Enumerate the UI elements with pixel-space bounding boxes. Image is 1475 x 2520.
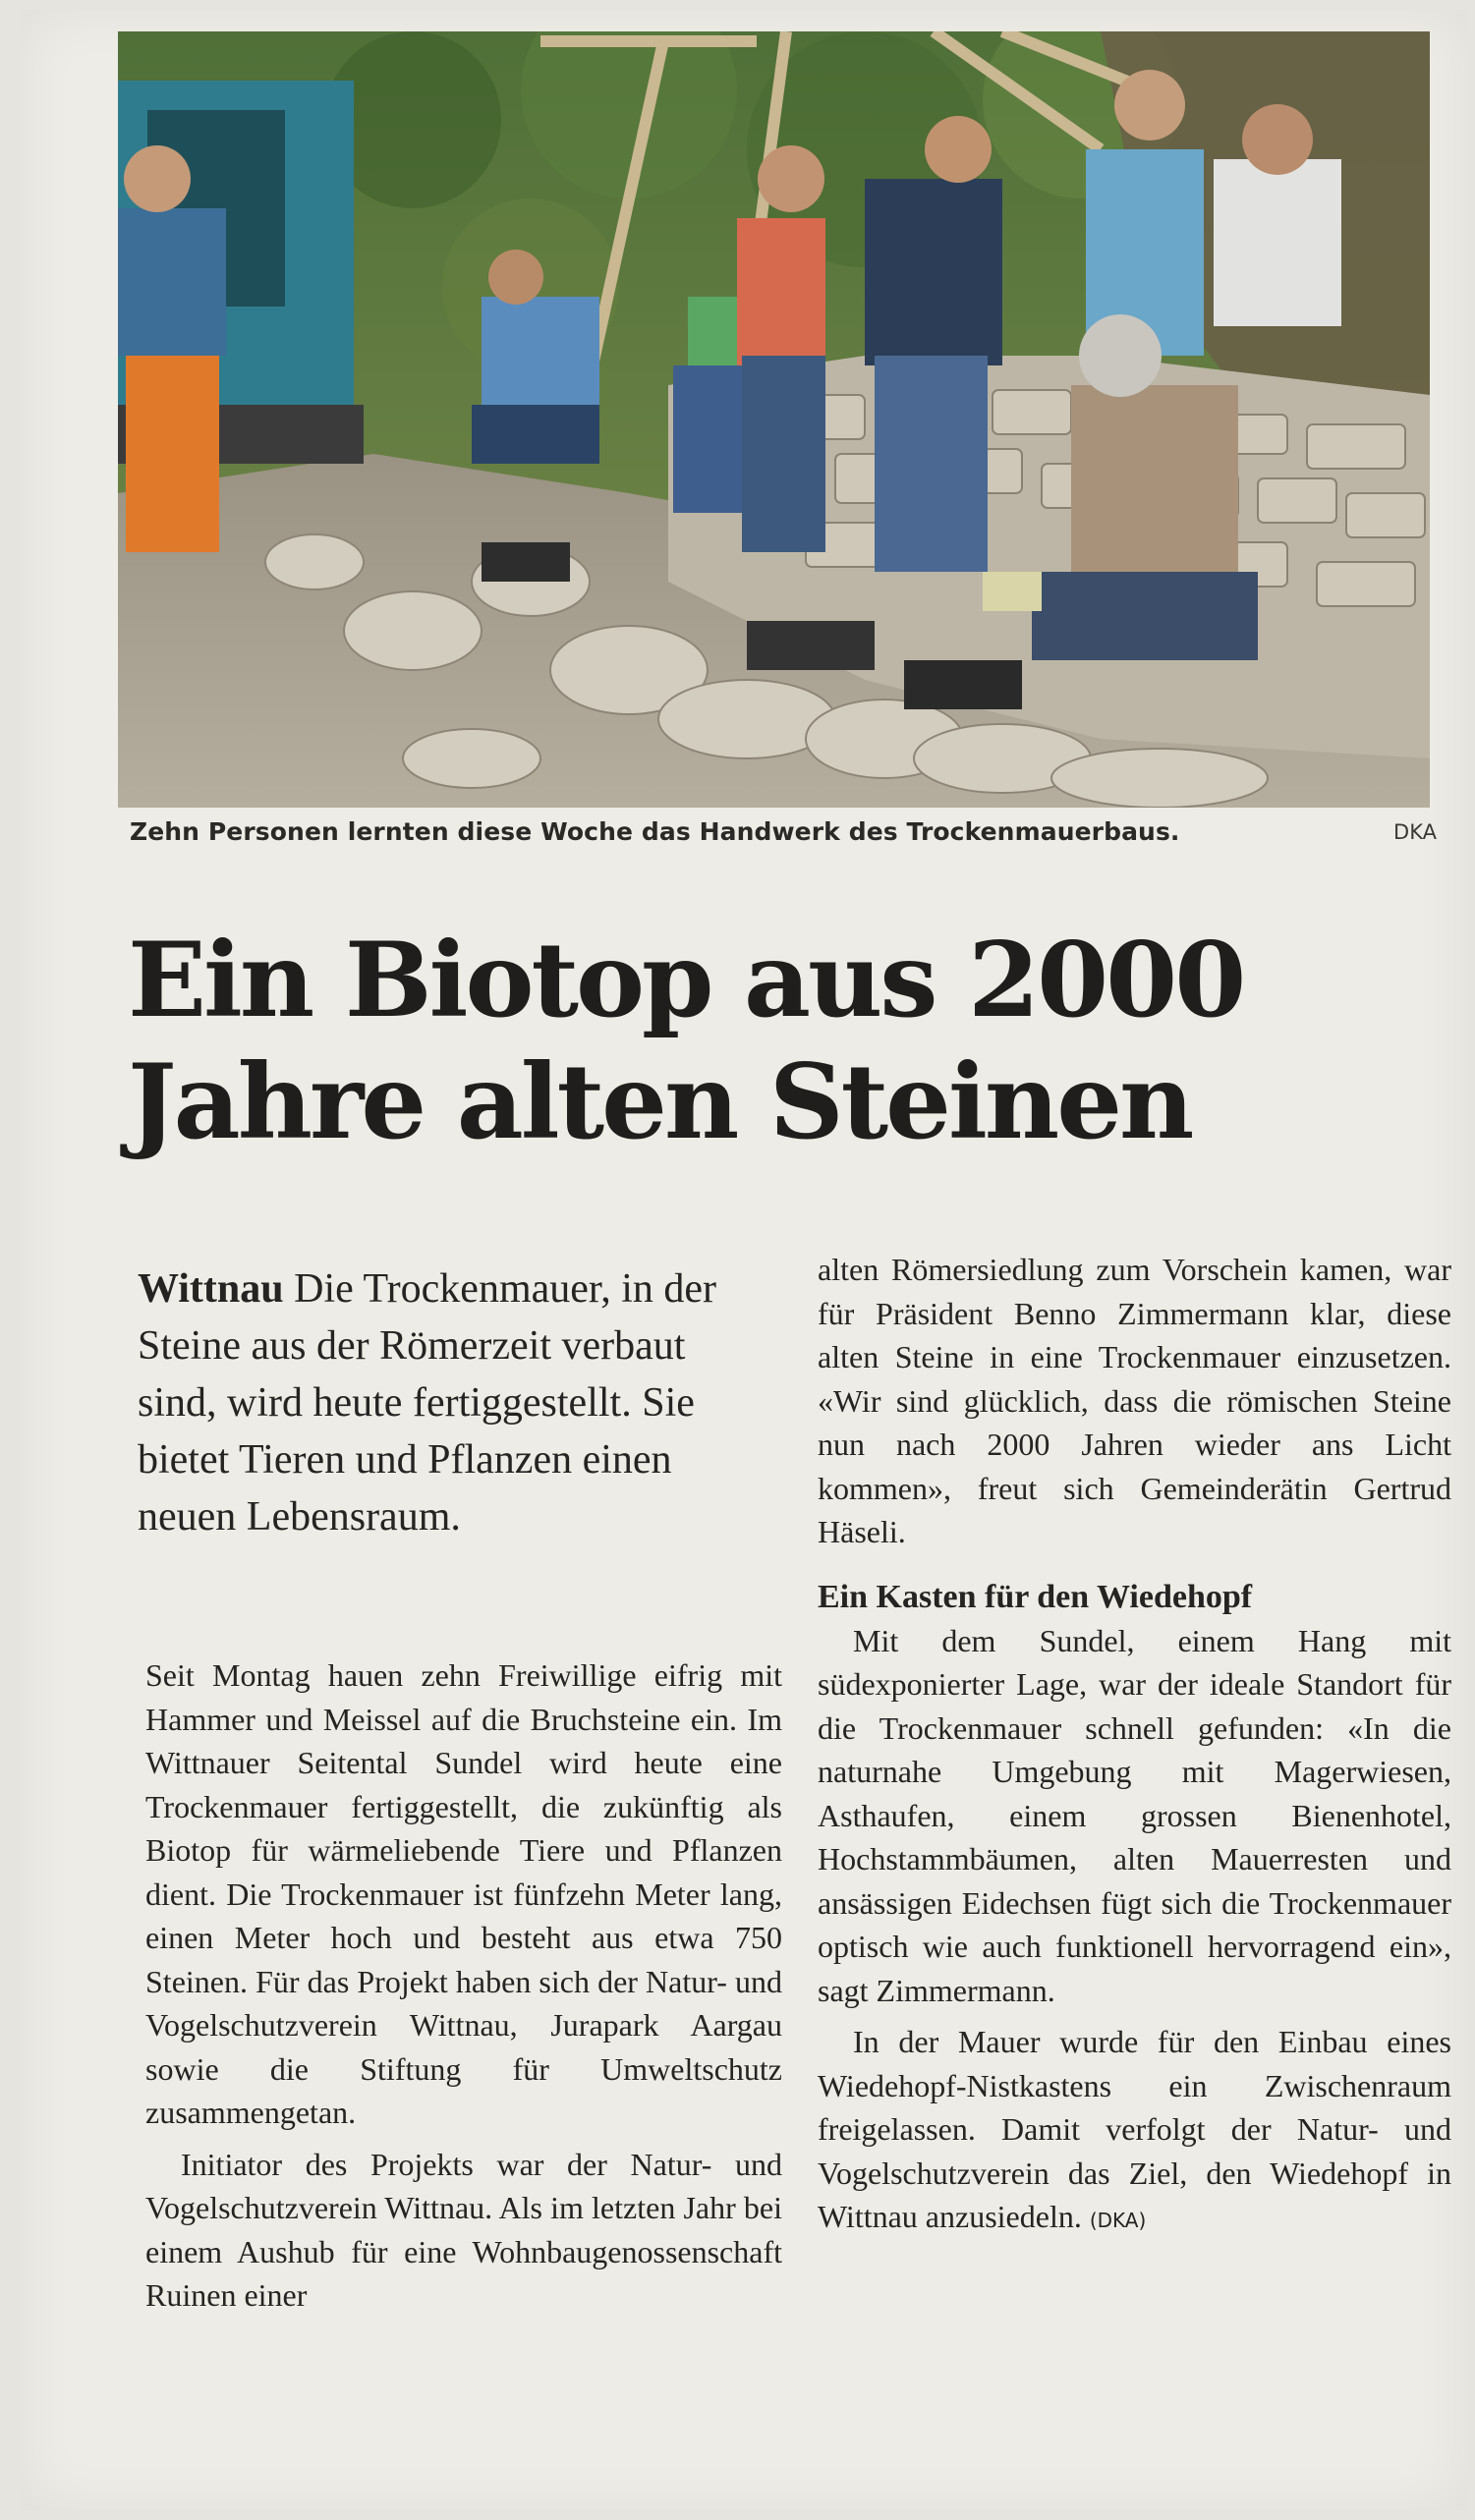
photo-credit: DKA [1393, 820, 1437, 844]
headline-line-2: Jahre alten Steinen [128, 1040, 1192, 1162]
photo-caption: Zehn Personen lernten diese Woche das Handwerk des Trockenmauerbaus. [130, 817, 1180, 846]
body-paragraph-2-end: alten Römersiedlung zum Vorschein kamen, war für Präsident Benno Zimmermann klar, diese alten Steine in eine Trockenmauer einzusetzen. «Wir sind glücklich, dass die römischen Steine nun nach 2000 Jahren wieder ans Licht kommen», freut sich Gemeinderätin Gertrud Häseli. [818, 1252, 1451, 1549]
lead-text: Die Trockenmauer, in der Steine aus der Römerzeit verbaut sind, wird heute fertiggestellt. Sie bietet Tieren und Pflanzen einen neuen Lebensraum. [138, 1266, 716, 1540]
article-headline [128, 919, 1425, 1162]
body-column-left [145, 1653, 782, 2318]
body-column-right [818, 1248, 1451, 2243]
subheading: Ein Kasten für den Wiedehopf [818, 1578, 1253, 1615]
body-paragraph-4 [818, 2020, 1451, 2243]
end-credit: (DKA) [1089, 2209, 1147, 2232]
dateline: Wittnau [138, 1266, 284, 1312]
body-paragraph-2-start: Initiator des Projekts war der Natur- und Vogelschutzverein Wittnau. Als im letzten Jahr bei einem Aushub für eine Wohnbaugenossenschaft Ruinen einer [145, 2146, 782, 2313]
body-paragraph-3: Mit dem Sundel, einem Hang mit südexponierter Lage, war der ideale Standort für die Trockenmauer schnell gefunden: «In die naturnahe Umgebung mit Magerwiesen, Asthaufen, einem grossen Bienenhotel, Hochstammbäumen, alten Mauerresten und ansässigen Eidechsen fügt sich die Trockenmauer optisch wie auch funktionell hervorragend ein», sagt Zimmermann. [818, 1622, 1451, 2008]
body-paragraph-4-text: In der Mauer wurde für den Einbau eines Wiedehopf-Nistkastens ein Zwischenraum freigelassen. Damit verfolgt der Natur- und Vogelschutzverein das Ziel, den Wiedehopf in Wittnau anzusiedeln. [818, 2024, 1451, 2234]
photo-caption-row [130, 817, 1437, 857]
article-lead [138, 1260, 766, 1545]
headline-line-1: Ein Biotop aus 2000 [128, 919, 1244, 1040]
article-photo [118, 31, 1430, 808]
photo-illustration [118, 31, 1430, 808]
body-paragraph-1: Seit Montag hauen zehn Freiwillige eifrig mit Hammer und Meissel auf die Bruchsteine ein. Im Wittnauer Seitental Sundel wird heute eine Trockenmauer fertiggestellt, die zukünftig als Biotop für wärmeliebende Tiere und Pflanzen dient. Die Trockenmauer ist fünfzehn Meter lang, einen Meter hoch und besteht aus etwa 750 Steinen. Für das Projekt haben sich der Natur- und Vogelschutzverein Wittnau, Jurapark Aargau sowie die Stiftung für Umweltschutz zusammengetan. [145, 1657, 782, 2130]
